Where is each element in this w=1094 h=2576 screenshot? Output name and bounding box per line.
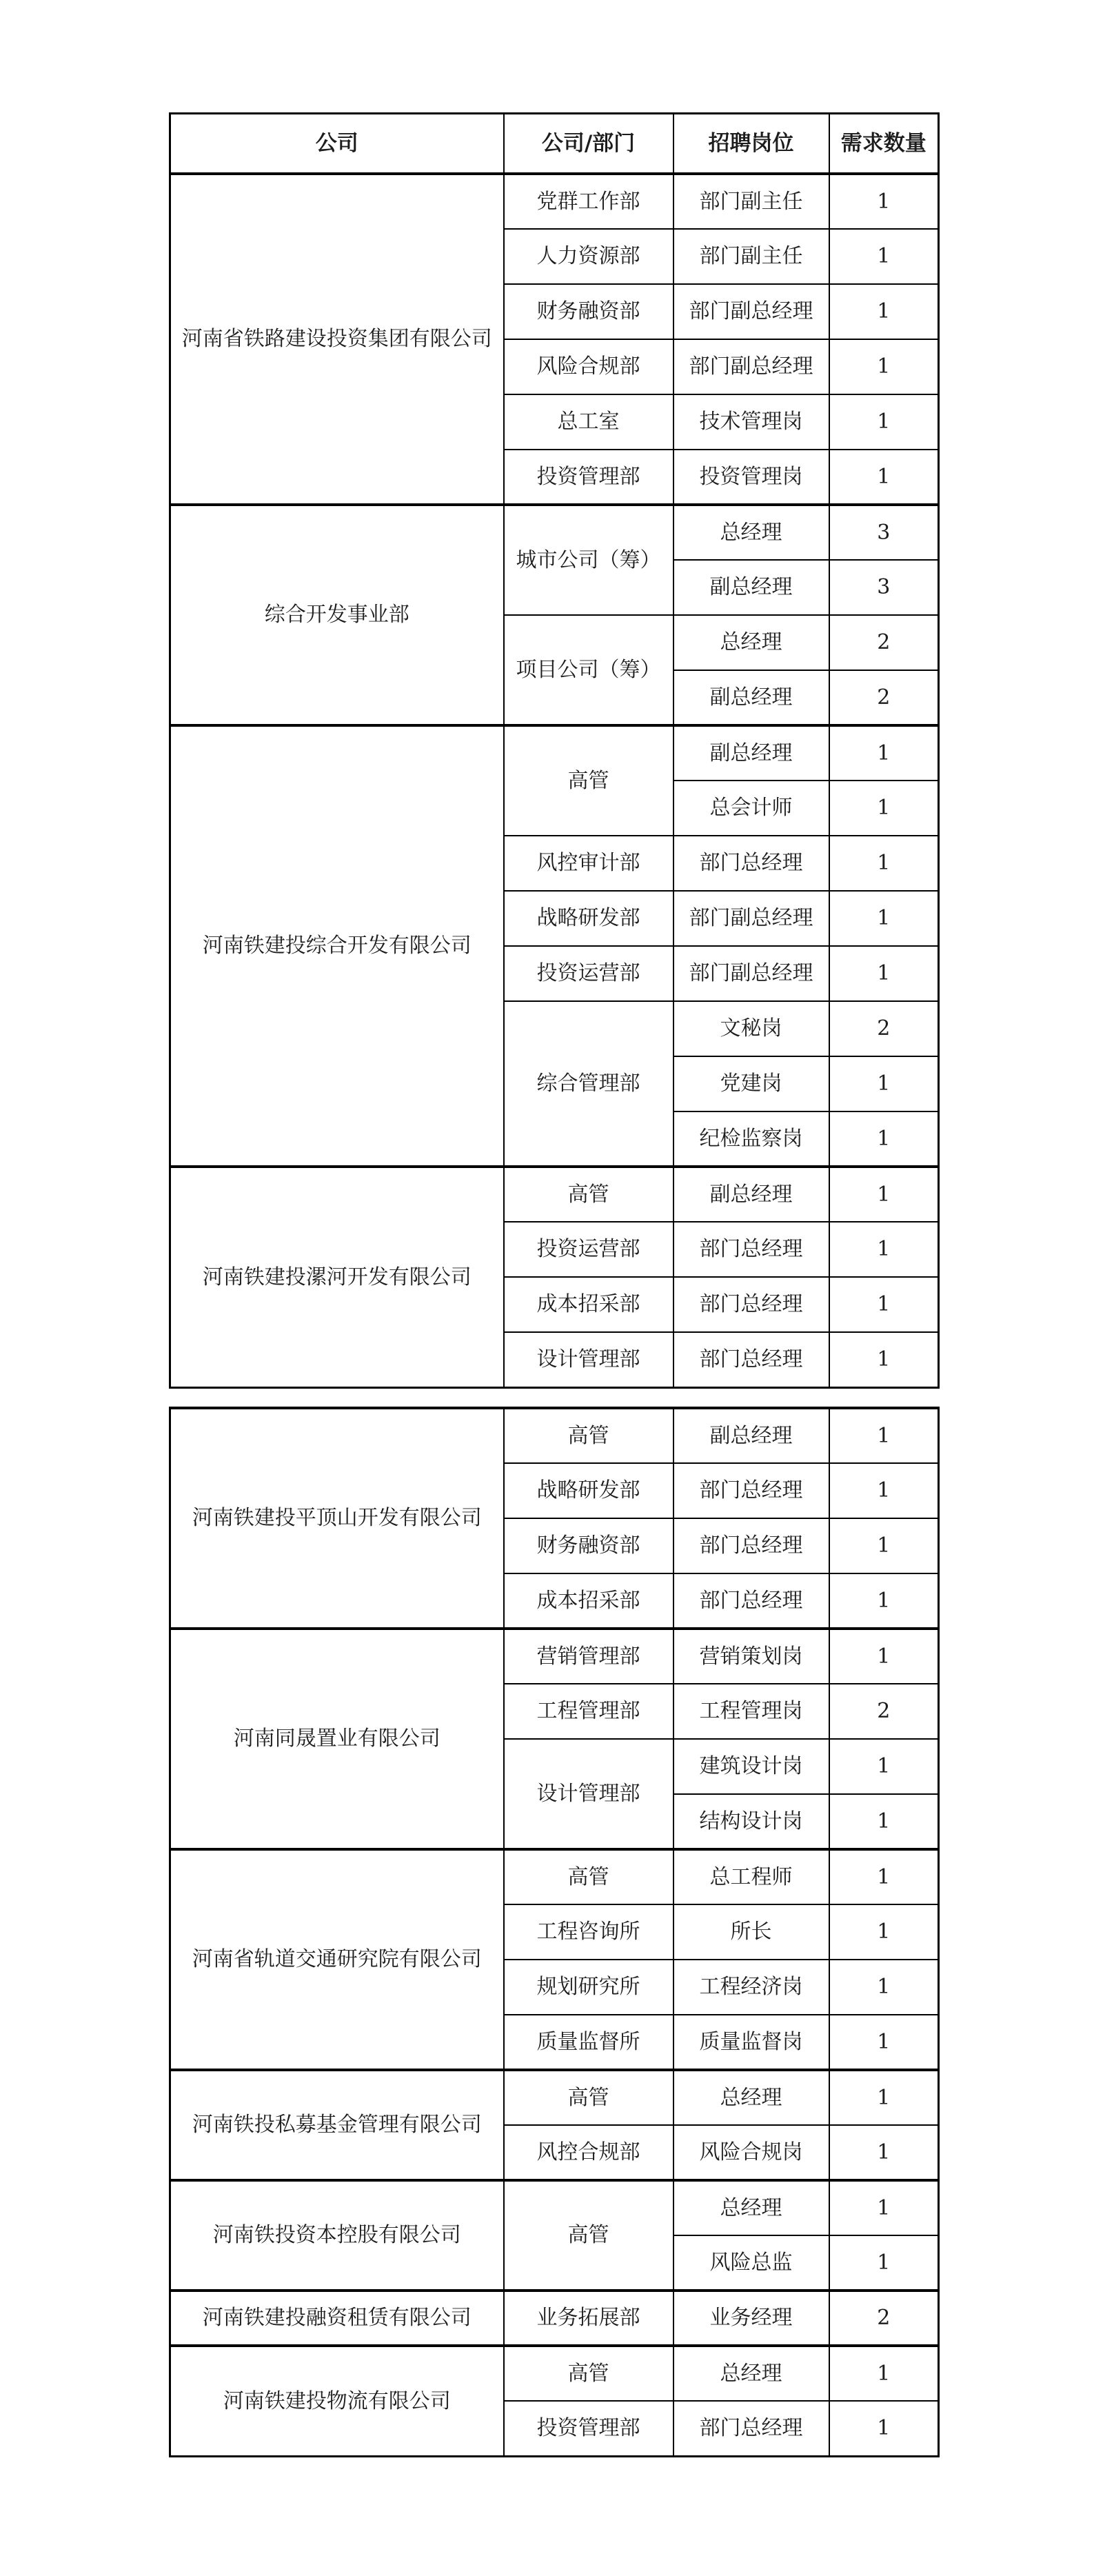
department-cell: 高管 [504, 2180, 673, 2291]
headcount-cell: 1 [829, 1518, 939, 1573]
headcount-cell: 1 [829, 1167, 939, 1222]
headcount-cell: 1 [829, 1277, 939, 1332]
department-cell: 党群工作部 [504, 174, 673, 229]
headcount-cell: 1 [829, 2180, 939, 2235]
department-cell: 投资管理部 [504, 2401, 673, 2456]
department-cell: 风控合规部 [504, 2125, 673, 2180]
headcount-cell: 1 [829, 1904, 939, 1960]
headcount-cell: 1 [829, 836, 939, 891]
department-cell: 风险合规部 [504, 339, 673, 394]
column-header: 公司 [170, 114, 504, 174]
position-cell: 部门副总经理 [673, 339, 829, 394]
position-cell: 部门总经理 [673, 836, 829, 891]
position-cell: 纪检监察岗 [673, 1111, 829, 1167]
position-cell: 部门副总经理 [673, 891, 829, 946]
headcount-cell: 1 [829, 1222, 939, 1277]
position-cell: 投资管理岗 [673, 450, 829, 505]
table-row [170, 174, 939, 229]
table-row [170, 1167, 939, 1222]
recruitment-table-2-container [169, 1407, 938, 2457]
headcount-cell: 1 [829, 891, 939, 946]
department-cell: 总工室 [504, 394, 673, 450]
headcount-cell: 1 [829, 284, 939, 339]
department-cell: 综合管理部 [504, 1001, 673, 1167]
position-cell: 总会计师 [673, 781, 829, 836]
column-header: 公司/部门 [504, 114, 673, 174]
headcount-cell: 1 [829, 946, 939, 1001]
company-cell: 河南铁建投平顶山开发有限公司 [170, 1408, 504, 1629]
company-cell: 河南同晟置业有限公司 [170, 1629, 504, 1849]
recruitment-table-2 [169, 1407, 940, 2457]
department-cell: 战略研发部 [504, 891, 673, 946]
header-row [170, 114, 939, 174]
department-cell: 高管 [504, 1167, 673, 1222]
company-cell: 河南铁建投融资租赁有限公司 [170, 2291, 504, 2346]
position-cell: 总经理 [673, 2070, 829, 2125]
company-cell: 河南省轨道交通研究院有限公司 [170, 1849, 504, 2070]
headcount-cell: 2 [829, 1001, 939, 1056]
table-row [170, 2070, 939, 2125]
headcount-cell: 2 [829, 670, 939, 725]
department-cell: 财务融资部 [504, 284, 673, 339]
headcount-cell: 2 [829, 2291, 939, 2346]
position-cell: 部门总经理 [673, 1463, 829, 1518]
position-cell: 风险合规岗 [673, 2125, 829, 2180]
department-cell: 设计管理部 [504, 1332, 673, 1387]
position-cell: 副总经理 [673, 560, 829, 615]
position-cell: 技术管理岗 [673, 394, 829, 450]
company-cell: 河南省铁路建设投资集团有限公司 [170, 174, 504, 505]
department-cell: 设计管理部 [504, 1739, 673, 1849]
table-row [170, 1849, 939, 1904]
position-cell: 建筑设计岗 [673, 1739, 829, 1794]
position-cell: 部门总经理 [673, 1573, 829, 1629]
position-cell: 所长 [673, 1904, 829, 1960]
position-cell: 总经理 [673, 2180, 829, 2235]
headcount-cell: 1 [829, 1408, 939, 1463]
position-cell: 部门总经理 [673, 1332, 829, 1387]
department-cell: 高管 [504, 2070, 673, 2125]
recruitment-table-1-container [169, 112, 938, 1389]
position-cell: 副总经理 [673, 725, 829, 781]
headcount-cell: 1 [829, 1573, 939, 1629]
headcount-cell: 1 [829, 2401, 939, 2456]
headcount-cell: 2 [829, 1684, 939, 1739]
department-cell: 风控审计部 [504, 836, 673, 891]
headcount-cell: 1 [829, 229, 939, 284]
position-cell: 部门副总经理 [673, 946, 829, 1001]
company-cell: 河南铁建投漯河开发有限公司 [170, 1167, 504, 1387]
department-cell: 工程管理部 [504, 1684, 673, 1739]
headcount-cell: 1 [829, 1056, 939, 1111]
table-row [170, 1408, 939, 1463]
position-cell: 部门总经理 [673, 1277, 829, 1332]
headcount-cell: 3 [829, 560, 939, 615]
headcount-cell: 3 [829, 505, 939, 560]
headcount-cell: 1 [829, 2070, 939, 2125]
position-cell: 总经理 [673, 615, 829, 670]
column-header: 招聘岗位 [673, 114, 829, 174]
department-cell: 成本招采部 [504, 1573, 673, 1629]
position-cell: 部门总经理 [673, 1518, 829, 1573]
headcount-cell: 1 [829, 2015, 939, 2070]
headcount-cell: 1 [829, 1739, 939, 1794]
position-cell: 部门总经理 [673, 1222, 829, 1277]
position-cell: 部门副总经理 [673, 284, 829, 339]
headcount-cell: 1 [829, 1332, 939, 1387]
position-cell: 部门副主任 [673, 174, 829, 229]
headcount-cell: 1 [829, 1629, 939, 1684]
headcount-cell: 1 [829, 394, 939, 450]
column-header: 需求数量 [829, 114, 939, 174]
department-cell: 投资管理部 [504, 450, 673, 505]
department-cell: 战略研发部 [504, 1463, 673, 1518]
position-cell: 总工程师 [673, 1849, 829, 1904]
recruitment-table-1 [169, 112, 940, 1389]
headcount-cell: 1 [829, 2235, 939, 2291]
department-cell: 工程咨询所 [504, 1904, 673, 1960]
position-cell: 文秘岗 [673, 1001, 829, 1056]
table-row [170, 2346, 939, 2401]
headcount-cell: 1 [829, 174, 939, 229]
company-cell: 河南铁投私募基金管理有限公司 [170, 2070, 504, 2180]
headcount-cell: 1 [829, 1960, 939, 2015]
position-cell: 副总经理 [673, 1167, 829, 1222]
position-cell: 部门副主任 [673, 229, 829, 284]
department-cell: 营销管理部 [504, 1629, 673, 1684]
department-cell: 项目公司（筹） [504, 615, 673, 725]
position-cell: 风险总监 [673, 2235, 829, 2291]
position-cell: 营销策划岗 [673, 1629, 829, 1684]
company-cell: 综合开发事业部 [170, 505, 504, 725]
table-row [170, 2180, 939, 2235]
company-cell: 河南铁建投物流有限公司 [170, 2346, 504, 2456]
company-cell: 河南铁投资本控股有限公司 [170, 2180, 504, 2291]
department-cell: 高管 [504, 1408, 673, 1463]
headcount-cell: 1 [829, 339, 939, 394]
headcount-cell: 1 [829, 2346, 939, 2401]
department-cell: 高管 [504, 725, 673, 836]
department-cell: 城市公司（筹） [504, 505, 673, 615]
position-cell: 部门总经理 [673, 2401, 829, 2456]
department-cell: 质量监督所 [504, 2015, 673, 2070]
position-cell: 党建岗 [673, 1056, 829, 1111]
headcount-cell: 1 [829, 450, 939, 505]
table-row [170, 725, 939, 781]
department-cell: 财务融资部 [504, 1518, 673, 1573]
department-cell: 投资运营部 [504, 1222, 673, 1277]
department-cell: 高管 [504, 2346, 673, 2401]
department-cell: 人力资源部 [504, 229, 673, 284]
position-cell: 结构设计岗 [673, 1794, 829, 1849]
table-row [170, 2291, 939, 2346]
headcount-cell: 1 [829, 781, 939, 836]
table-row [170, 1629, 939, 1684]
department-cell: 高管 [504, 1849, 673, 1904]
department-cell: 业务拓展部 [504, 2291, 673, 2346]
position-cell: 副总经理 [673, 670, 829, 725]
department-cell: 成本招采部 [504, 1277, 673, 1332]
company-cell: 河南铁建投综合开发有限公司 [170, 725, 504, 1167]
headcount-cell: 1 [829, 1794, 939, 1849]
position-cell: 总经理 [673, 2346, 829, 2401]
headcount-cell: 1 [829, 1111, 939, 1167]
table-row [170, 505, 939, 560]
position-cell: 业务经理 [673, 2291, 829, 2346]
position-cell: 工程管理岗 [673, 1684, 829, 1739]
headcount-cell: 1 [829, 2125, 939, 2180]
department-cell: 投资运营部 [504, 946, 673, 1001]
position-cell: 质量监督岗 [673, 2015, 829, 2070]
headcount-cell: 1 [829, 1849, 939, 1904]
headcount-cell: 1 [829, 1463, 939, 1518]
position-cell: 总经理 [673, 505, 829, 560]
headcount-cell: 1 [829, 725, 939, 781]
headcount-cell: 2 [829, 615, 939, 670]
department-cell: 规划研究所 [504, 1960, 673, 2015]
position-cell: 工程经济岗 [673, 1960, 829, 2015]
position-cell: 副总经理 [673, 1408, 829, 1463]
